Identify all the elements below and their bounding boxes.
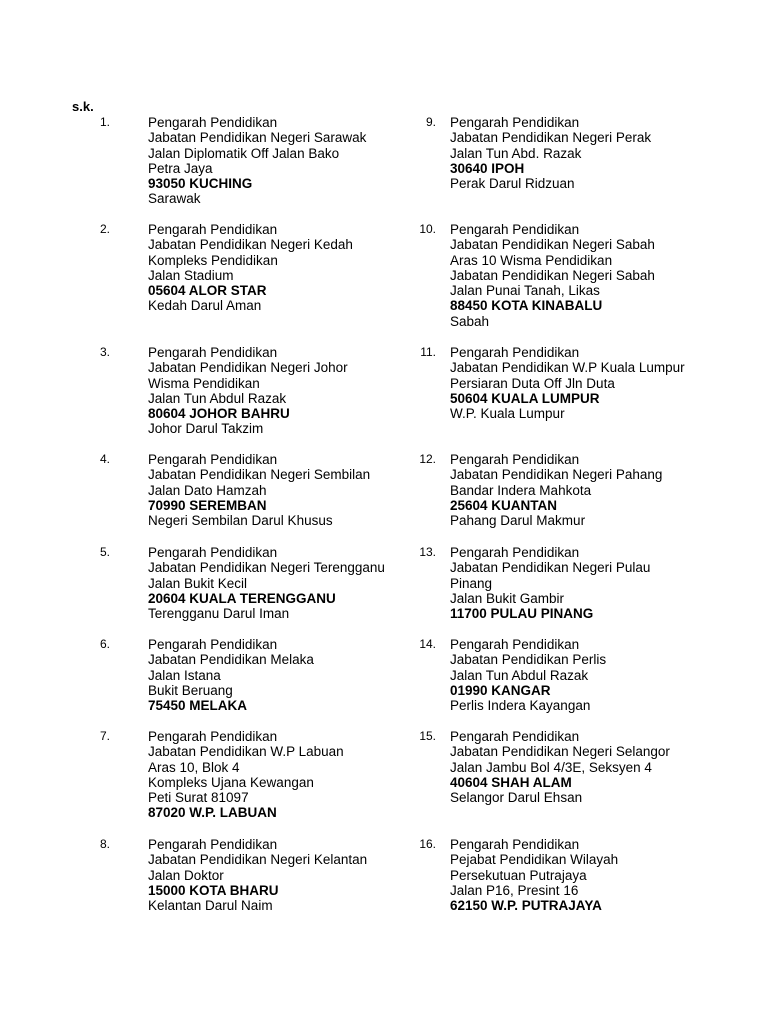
address-line: Peti Surat 81097 xyxy=(148,790,249,806)
address-line: Jalan Punai Tanah, Likas xyxy=(450,283,600,299)
entry-number: 10. xyxy=(419,222,436,236)
entry-number: 15. xyxy=(419,729,436,743)
entry-number: 7. xyxy=(99,729,110,743)
address-line: Terengganu Darul Iman xyxy=(148,606,290,622)
address-line: Jalan Tun Abd. Razak xyxy=(450,145,582,161)
postcode-city-line: 15000 KOTA BHARU xyxy=(148,882,279,898)
postcode-city-line: 62150 W.P. PUTRAJAYA xyxy=(450,898,602,914)
entry-number: 5. xyxy=(99,545,110,559)
entry-number: 16. xyxy=(419,837,436,851)
address-line: Jabatan Pendidikan Melaka xyxy=(148,652,314,668)
address-lines xyxy=(148,345,438,437)
address-line: Selangor Darul Ehsan xyxy=(450,790,583,806)
address-line: Jalan Tun Abdul Razak xyxy=(450,667,589,683)
address-line: Jabatan Pendidikan Negeri Sembilan xyxy=(148,467,371,483)
address-line: Jabatan Pendidikan Negeri Sabah xyxy=(450,237,655,253)
address-line: Jalan Doktor xyxy=(148,867,224,883)
address-line: Jalan Jambu Bol 4/3E, Seksyen 4 xyxy=(450,759,652,775)
address-line: Jabatan Pendidikan Negeri Perak xyxy=(450,130,652,146)
postcode-city-line: 80604 JOHOR BAHRU xyxy=(148,406,290,422)
address-line: Bandar Indera Mahkota xyxy=(450,482,592,498)
postcode-city-line: 25604 KUANTAN xyxy=(450,497,558,513)
address-line: Persiaran Duta Off Jln Duta xyxy=(450,375,615,391)
postcode-city-line: 87020 W.P. LABUAN xyxy=(148,805,277,821)
address-line: Pinang xyxy=(450,575,493,591)
postcode-city-line: 93050 KUCHING xyxy=(148,176,253,192)
address-line: Jabatan Pendidikan Negeri Pulau xyxy=(450,560,651,576)
address-line: Perak Darul Ridzuan xyxy=(450,176,575,192)
address-lines xyxy=(148,637,438,713)
entry-number: 14. xyxy=(419,637,436,651)
address-line: Jalan Stadium xyxy=(148,267,234,283)
address-lines xyxy=(148,452,438,528)
address-line: Pengarah Pendidikan xyxy=(450,637,580,652)
address-line: Jabatan Pendidikan Negeri Selangor xyxy=(450,744,670,760)
entry-number: 13. xyxy=(419,545,436,559)
address-lines xyxy=(450,115,740,191)
postcode-city-line: 11700 PULAU PINANG xyxy=(450,606,594,622)
address-lines xyxy=(450,545,740,621)
entry-number: 12. xyxy=(419,452,436,466)
address-lines xyxy=(148,222,438,314)
address-line: Jabatan Pendidikan Negeri Terengganu xyxy=(148,560,385,576)
address-lines xyxy=(450,837,740,913)
address-line: Jabatan Pendidikan Negeri Johor xyxy=(148,360,348,376)
address-line: Jalan Bukit Gambir xyxy=(450,590,565,606)
postcode-city-line: 50604 KUALA LUMPUR xyxy=(450,390,600,406)
address-line: Kedah Darul Aman xyxy=(148,298,262,314)
sk-label: s.k. xyxy=(72,99,94,114)
address-line: Pengarah Pendidikan xyxy=(148,729,278,744)
postcode-city-line: 05604 ALOR STAR xyxy=(148,283,267,299)
address-line: Pengarah Pendidikan xyxy=(148,637,278,652)
address-line: Pengarah Pendidikan xyxy=(148,837,278,852)
address-line: Kompleks Ujana Kewangan xyxy=(148,774,314,790)
address-lines xyxy=(148,545,438,621)
address-line: Aras 10, Blok 4 xyxy=(148,759,240,775)
address-line: Pengarah Pendidikan xyxy=(148,115,278,130)
address-line: Jalan P16, Presint 16 xyxy=(450,882,579,898)
address-lines xyxy=(148,729,438,821)
address-line: Wisma Pendidikan xyxy=(148,375,260,391)
address-line: Jalan Dato Hamzah xyxy=(148,482,267,498)
postcode-city-line: 40604 SHAH ALAM xyxy=(450,774,572,790)
address-line: Jalan Bukit Kecil xyxy=(148,575,248,591)
address-line: Kelantan Darul Naim xyxy=(148,898,273,914)
address-line: Pengarah Pendidikan xyxy=(148,345,278,360)
address-lines xyxy=(450,637,740,713)
address-line: Pengarah Pendidikan xyxy=(450,837,580,852)
postcode-city-line: 75450 MELAKA xyxy=(148,698,248,714)
entry-number: 2. xyxy=(99,222,110,236)
address-line: Jabatan Pendidikan Negeri Sabah xyxy=(450,267,655,283)
entry-number: 1. xyxy=(99,115,110,129)
address-line: Aras 10 Wisma Pendidikan xyxy=(450,252,613,268)
entry-number: 3. xyxy=(99,345,110,359)
address-lines xyxy=(450,729,740,805)
postcode-city-line: 88450 KOTA KINABALU xyxy=(450,298,603,314)
entry-number: 11. xyxy=(420,345,436,359)
entry-number: 4. xyxy=(99,452,110,466)
address-line: Jalan Istana xyxy=(148,667,221,683)
address-line: Pahang Darul Makmur xyxy=(450,513,586,529)
address-lines xyxy=(148,115,438,207)
address-line: Jalan Tun Abdul Razak xyxy=(148,390,287,406)
address-line: Jabatan Pendidikan W.P Labuan xyxy=(148,744,344,760)
postcode-city-line: 70990 SEREMBAN xyxy=(148,497,267,513)
address-lines xyxy=(450,222,740,329)
entry-number: 9. xyxy=(425,115,436,129)
postcode-city-line: 20604 KUALA TERENGGANU xyxy=(148,590,336,606)
entry-number: 6. xyxy=(99,637,110,651)
address-line: Negeri Sembilan Darul Khusus xyxy=(148,513,333,529)
address-line: Pengarah Pendidikan xyxy=(450,545,580,560)
address-line: Pengarah Pendidikan xyxy=(450,452,580,467)
address-line: Jabatan Pendidikan W.P Kuala Lumpur xyxy=(450,360,685,376)
address-line: Kompleks Pendidikan xyxy=(148,252,278,268)
address-line: Sarawak xyxy=(148,191,201,207)
address-lines xyxy=(148,837,438,913)
address-line: Pengarah Pendidikan xyxy=(148,545,278,560)
address-lines xyxy=(450,452,740,528)
address-line: Jabatan Pendidikan Negeri Kedah xyxy=(148,237,353,253)
address-line: Jabatan Pendidikan Perlis xyxy=(450,652,607,668)
address-line: W.P. Kuala Lumpur xyxy=(450,406,565,422)
postcode-city-line: 30640 IPOH xyxy=(450,160,525,176)
address-line: Jabatan Pendidikan Negeri Pahang xyxy=(450,467,663,483)
entry-number: 8. xyxy=(99,837,110,851)
address-line: Pengarah Pendidikan xyxy=(450,345,580,360)
address-line: Pengarah Pendidikan xyxy=(450,729,580,744)
address-lines xyxy=(450,345,740,421)
address-line: Persekutuan Putrajaya xyxy=(450,867,587,883)
address-line: Petra Jaya xyxy=(148,160,213,176)
address-line: Pengarah Pendidikan xyxy=(450,115,580,130)
address-line: Pejabat Pendidikan Wilayah xyxy=(450,852,619,868)
address-line: Jalan Diplomatik Off Jalan Bako xyxy=(148,145,340,161)
address-line: Jabatan Pendidikan Negeri Kelantan xyxy=(148,852,368,868)
address-line: Jabatan Pendidikan Negeri Sarawak xyxy=(148,130,367,146)
address-line: Sabah xyxy=(450,313,490,329)
address-line: Pengarah Pendidikan xyxy=(148,452,278,467)
address-line: Perlis Indera Kayangan xyxy=(450,698,591,714)
address-line: Bukit Beruang xyxy=(148,682,233,698)
address-line: Pengarah Pendidikan xyxy=(148,222,278,237)
address-line: Pengarah Pendidikan xyxy=(450,222,580,237)
address-line: Johor Darul Takzim xyxy=(148,421,264,437)
postcode-city-line: 01990 KANGAR xyxy=(450,682,551,698)
